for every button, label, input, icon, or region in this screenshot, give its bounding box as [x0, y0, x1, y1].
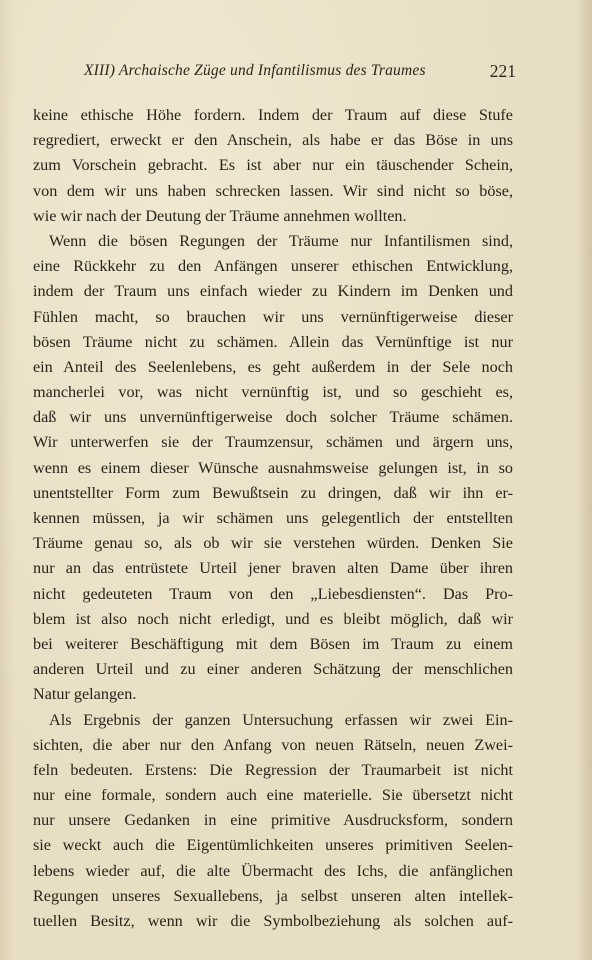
text-line: anderen Urteil und zu einer anderen Schätzung der menschlichen — [33, 660, 513, 679]
text-line: Wenn die bösen Regungen der Träume nur Infantilismen sind, — [49, 231, 513, 250]
text-line: sie weckt auch die Eigentümlichkeiten unseres primitiven Seelen- — [33, 836, 513, 855]
text-line: mancherlei vor, was nicht vernünftig ist, und so geschieht es, — [33, 383, 513, 402]
text-line: von dem wir uns haben schrecken lassen. Wir sind nicht so böse, — [33, 181, 513, 200]
text-line: ein Anteil des Seelenlebens, es geht außerdem in der Sele noch — [33, 357, 513, 376]
text-line: bei weiterer Beschäftigung mit dem Bösen im Traum zu einem — [33, 634, 513, 653]
text-line: lebens wieder auf, die alte Übermacht des Ichs, die anfänglichen — [33, 861, 513, 880]
text-line: bösen Träume nicht zu schämen. Allein das Vernünftige ist nur — [33, 332, 513, 351]
text-line: wie wir nach der Deutung der Träume annehmen wollten. — [33, 206, 407, 225]
text-line: zum Vorschein gebracht. Es ist aber nur ein täuschender Schein, — [33, 156, 513, 175]
text-line: Regungen unseres Sexuallebens, ja selbst unseren alten intellek- — [33, 886, 513, 905]
text-line: nur eine formale, sondern auch eine materielle. Sie übersetzt nicht — [33, 786, 513, 805]
page-number: 221 — [489, 61, 516, 81]
text-line: kennen müssen, ja wir schämen uns gelegentlich der entstellten — [33, 509, 513, 527]
text-line: keine ethische Höhe fordern. Indem der Traum auf diese Stufe — [33, 106, 513, 124]
text-line: wenn es einem dieser Wünsche ausnahmsweise gelungen ist, in so — [33, 458, 513, 477]
text-line: Fühlen macht, so brauchen wir uns vernünftigerweise dieser — [33, 307, 513, 326]
text-line: regrediert, erweckt er den Anschein, als habe er das Böse in uns — [33, 131, 513, 150]
text-line: unentstellter Form zum Bewußtsein zu dringen, daß wir ihn er- — [33, 483, 513, 502]
text-line: indem der Traum uns einfach wieder zu Kindern im Denken und — [33, 282, 513, 301]
text-line: eine Rückkehr zu den Anfängen unserer ethischen Entwicklung, — [33, 257, 513, 276]
text-line: daß wir uns unvernünftigerweise doch solcher Träume schämen. — [33, 408, 513, 427]
text-line: nur an das entrüstete Urteil jener braven alten Dame über ihren — [33, 559, 513, 578]
text-line: feln bedeuten. Erstens: Die Regression der Traumarbeit ist nicht — [33, 760, 513, 779]
page-header — [84, 62, 516, 86]
text-line: nicht gedeuteten Traum von den „Liebesdiensten“. Das Pro- — [33, 584, 513, 603]
text-line: Natur gelangen. — [33, 685, 137, 704]
text-line: tuellen Besitz, wenn wir die Symbolbeziehung als solchen auf- — [33, 912, 513, 930]
text-line: Als Ergebnis der ganzen Untersuchung erfassen wir zwei Ein- — [49, 710, 513, 729]
text-line: blem ist also noch nicht erledigt, und es bleibt möglich, daß wir — [33, 609, 513, 628]
text-line: Wir unterwerfen sie der Traumzensur, schämen und ärgern uns, — [33, 433, 513, 452]
running-title: XIII) Archaische Züge und Infantilismus des Traumes — [84, 62, 426, 79]
body-text — [33, 103, 513, 934]
text-line: sichten, die aber nur den Anfang von neuen Rätseln, neuen Zwei- — [33, 735, 513, 754]
text-line: Träume genau so, als ob wir sie verstehen würden. Denken Sie — [33, 534, 513, 553]
text-line: nur unsere Gedanken in eine primitive Ausdrucksform, sondern — [33, 811, 513, 830]
